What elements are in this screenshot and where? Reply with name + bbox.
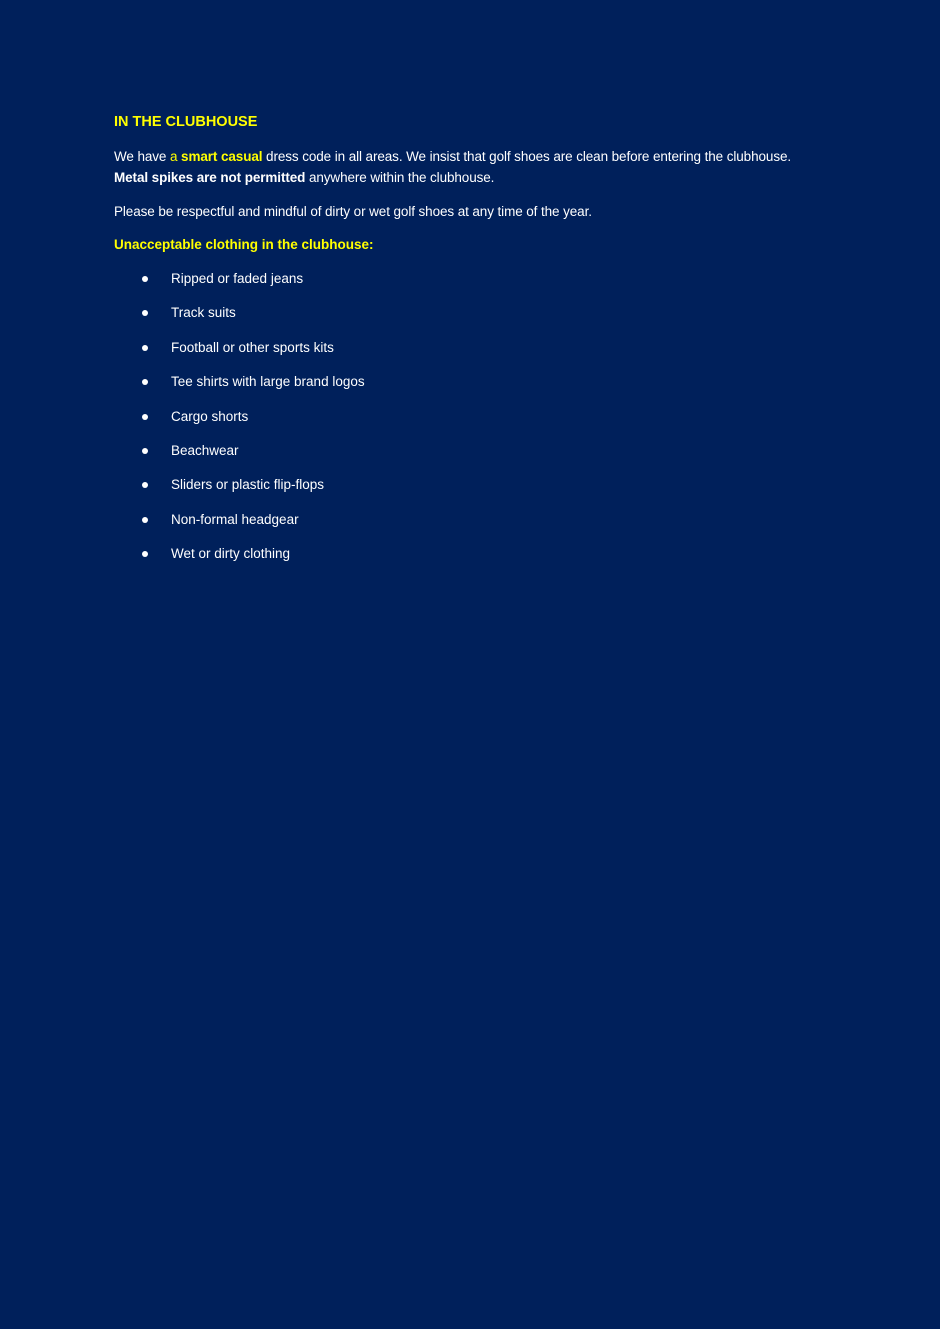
list-item-text: Ripped or faded jeans: [171, 271, 304, 286]
list-item: [114, 372, 804, 392]
bullet-icon: [142, 414, 148, 420]
bullet-icon: [142, 517, 148, 523]
list-item-text: Tee shirts with large brand logos: [171, 374, 365, 390]
list-item-text: Non-formal headgear: [171, 511, 299, 527]
list-item-text: Track suits: [171, 305, 236, 321]
list-item: [114, 303, 804, 323]
list-item: [114, 510, 804, 530]
list-item: [114, 544, 804, 564]
clubhouse-section: [114, 112, 804, 579]
list-item-text: Wet or dirty clothing: [171, 546, 291, 562]
bullet-icon: [142, 379, 148, 385]
unacceptable-clothing-heading: Unacceptable clothing in the clubhouse:: [114, 237, 374, 252]
paragraph-text: We have: [114, 149, 170, 164]
highlight-text: a: [169, 149, 182, 164]
respect-paragraph: Please be respectful and mindful of dirty or wet golf shoes at any time of the year.: [114, 204, 592, 219]
paragraph-text: anywhere within the clubhouse.: [305, 170, 495, 185]
list-item-text: Beachwear: [171, 442, 239, 458]
list-item: [114, 407, 804, 427]
bullet-icon: [142, 310, 148, 316]
list-item-text: Football or other sports kits: [171, 339, 334, 355]
paragraph-text: dress code in all areas. We insist that golf shoes are clean before entering the clubhouse.: [262, 149, 792, 164]
metal-spikes-text: Metal spikes are not permitted: [114, 170, 306, 185]
dress-code-paragraph: [114, 146, 804, 188]
smart-casual-text: smart casual: [181, 149, 263, 164]
bullet-icon: [142, 345, 148, 351]
list-item: [114, 441, 804, 461]
list-item-text: Sliders or plastic flip-flops: [171, 477, 325, 493]
bullet-icon: [142, 276, 148, 282]
list-item: [114, 475, 804, 495]
section-heading: IN THE CLUBHOUSE: [114, 114, 258, 130]
bullet-icon: [142, 551, 148, 557]
bullet-icon: [142, 448, 148, 454]
unacceptable-clothing-list: [114, 269, 804, 564]
list-item-text: Cargo shorts: [171, 408, 249, 424]
list-item: [114, 338, 804, 358]
bullet-icon: [142, 482, 148, 488]
list-item: [114, 269, 804, 289]
